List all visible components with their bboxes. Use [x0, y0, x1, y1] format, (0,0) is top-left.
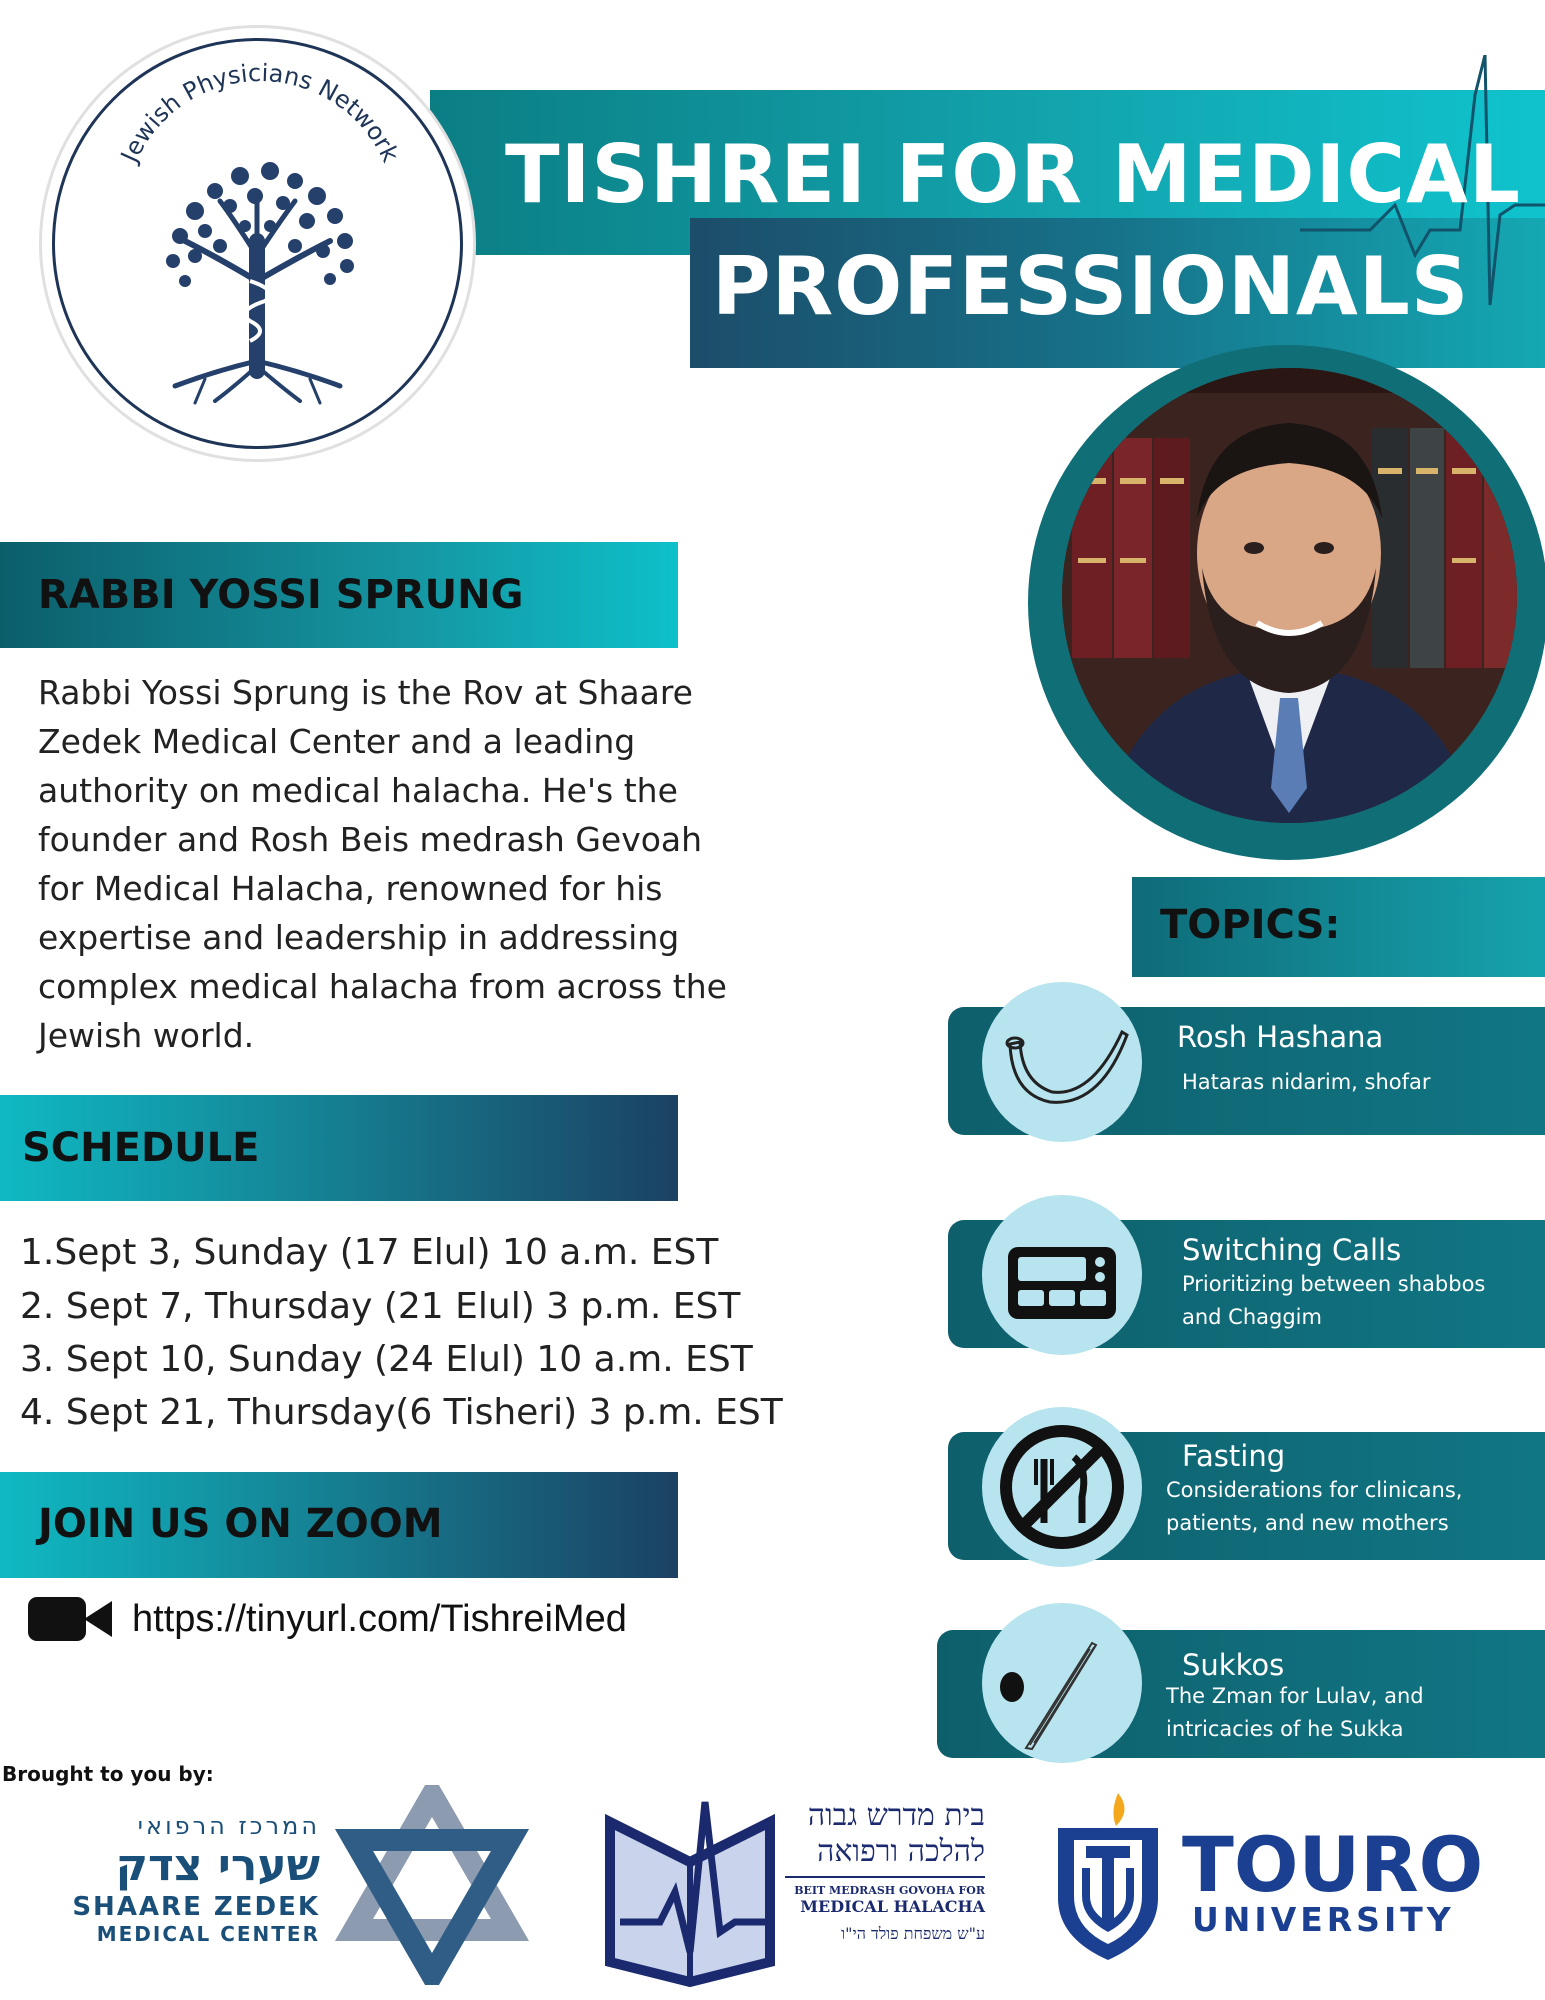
bio-line: Jewish world.	[38, 1016, 255, 1055]
bio-line: complex medical halacha from across the	[38, 967, 727, 1006]
schedule-item: 4. Sept 21, Thursday(6 Tisheri) 3 p.m. EST	[20, 1392, 783, 1433]
topics-heading: TOPICS:	[1160, 902, 1341, 948]
shaare-zedek-hebrew-line2: שערי צדק	[115, 1840, 320, 1891]
bio-line: Zedek Medical Center and a leading	[38, 722, 636, 761]
shofar-icon	[982, 982, 1142, 1142]
topic-title: Rosh Hashana	[1177, 1020, 1384, 1054]
shaare-zedek-logo-text	[60, 1812, 320, 1946]
touro-shield-icon	[1052, 1788, 1164, 1963]
beit-medrash-hebrew-line3: ע"ש משפחת פולד הי"ו	[841, 1924, 985, 1943]
bio-line: expertise and leadership in addressing	[38, 918, 680, 957]
beit-medrash-logo-text	[785, 1798, 985, 1944]
speaker-bio	[38, 668, 798, 1060]
schedule-item: 1.Sept 3, Sunday (17 Elul) 10 a.m. EST	[20, 1232, 719, 1273]
speaker-name: RABBI YOSSI SPRUNG	[38, 572, 524, 618]
sponsors-label: Brought to you by:	[2, 1762, 214, 1786]
topic-icon-circle	[982, 1603, 1142, 1763]
shaare-zedek-english-line1: SHAARE ZEDEK	[72, 1892, 320, 1922]
beit-medrash-book-icon	[600, 1782, 785, 1992]
bio-line: founder and Rosh Beis medrash Gevoah	[38, 820, 703, 859]
topic-icon-circle	[982, 982, 1142, 1142]
topic-description: Hataras nidarim, shofar	[1182, 1070, 1431, 1094]
beit-medrash-english-line1: BEIT MEDRASH GOVOHA FOR	[794, 1884, 985, 1897]
svg-text:Jewish Physicians Network: Jewish Physicians Network	[115, 58, 405, 167]
schedule-item: 2. Sept 7, Thursday (21 Elul) 3 p.m. EST	[20, 1286, 741, 1327]
beit-medrash-hebrew-line2: להלכה ורפואה	[817, 1834, 985, 1869]
topic-title: Switching Calls	[1182, 1233, 1402, 1267]
beit-medrash-english-line2: MEDICAL HALACHA	[800, 1897, 985, 1916]
topic-description: Considerations for clinicans,	[1166, 1478, 1463, 1502]
page-title-line2: PROFESSIONALS	[712, 240, 1470, 333]
lulav-etrog-icon	[982, 1603, 1142, 1763]
touro-logo-line1: TOURO	[1182, 1820, 1484, 1909]
topic-icon-circle	[982, 1407, 1142, 1567]
topic-title: Sukkos	[1182, 1648, 1285, 1682]
no-eating-icon	[982, 1407, 1142, 1567]
zoom-link[interactable]: https://tinyurl.com/TishreiMed	[132, 1598, 627, 1640]
topic-description: patients, and new mothers	[1166, 1511, 1449, 1535]
bio-line: for Medical Halacha, renowned for his	[38, 869, 663, 908]
speaker-photo	[1062, 368, 1517, 823]
topic-description: intricacies of he Sukka	[1166, 1717, 1404, 1741]
zoom-heading: JOIN US ON ZOOM	[38, 1501, 443, 1547]
beit-medrash-hebrew-line1: בית מדרש גבוה	[807, 1798, 985, 1833]
schedule-item: 3. Sept 10, Sunday (24 Elul) 10 a.m. EST	[20, 1339, 753, 1380]
pager-icon	[982, 1195, 1142, 1355]
video-camera-icon	[28, 1597, 112, 1641]
topic-description: Prioritizing between shabbos	[1182, 1272, 1486, 1296]
topic-title: Fasting	[1182, 1439, 1286, 1473]
bio-line: Rabbi Yossi Sprung is the Rov at Shaare	[38, 673, 693, 712]
tree-of-life-icon	[55, 41, 460, 446]
schedule-heading: SCHEDULE	[22, 1125, 260, 1171]
shaare-zedek-english-line2: MEDICAL CENTER	[96, 1922, 320, 1946]
topic-icon-circle	[982, 1195, 1142, 1355]
star-of-david-icon	[335, 1785, 530, 1985]
divider	[785, 1876, 985, 1878]
topic-description: The Zman for Lulav, and	[1166, 1684, 1424, 1708]
shaare-zedek-hebrew-line1: המרכז הרפואי	[137, 1812, 320, 1840]
touro-logo-line2: UNIVERSITY	[1192, 1900, 1455, 1939]
topic-description: and Chaggim	[1182, 1305, 1322, 1329]
page-title-line1: TISHREI FOR MEDICAL	[505, 128, 1521, 221]
jewish-physicians-network-logo	[52, 38, 463, 449]
bio-line: authority on medical halacha. He's the	[38, 771, 678, 810]
